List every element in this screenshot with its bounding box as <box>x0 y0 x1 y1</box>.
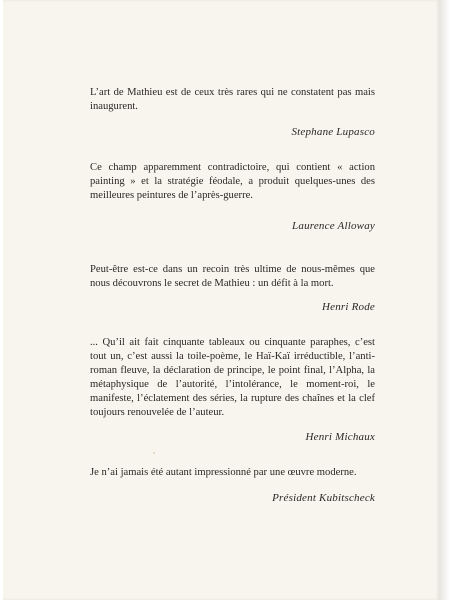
quote-text: Je n’ai jamais été autant impressionné par une œuvre moderne. <box>90 466 357 478</box>
quote-text: L’art de Mathieu est de ceux très rares qui ne constatent pas mais inaugurent. <box>90 87 375 113</box>
page-sheet <box>3 0 440 600</box>
quote-text: ... Qu’il ait fait cinquante tableaux ou cinquante paraphes, c’est tout un, c’est aussi la toile-poème, le Haï-Kaï irréductible, l’anti-roman fleuve, la déclaration de principe, le point final, l’Alpha, la métaphysique de l’autorité, l’intolérance, le moment-roi, le manifeste, l’éclatement des séries, la rupture des chaînes et la clef toujours renouvelée de l’auteur. <box>90 336 375 419</box>
quote-block <box>90 336 375 444</box>
quote-text: Ce champ apparemment contradictoire, qui contient « action painting » et la stratégie féodale, a produit quelques-unes des meilleures peintures de l’après-guerre. <box>90 162 375 202</box>
quote-author: Stephane Lupasco <box>291 126 375 139</box>
page-edge <box>440 0 450 600</box>
quote-author: Président Kubitscheck <box>272 491 375 504</box>
quote-author: Henri Rode <box>321 300 375 313</box>
quote-block <box>90 86 375 139</box>
quote-text: Peut-être est-ce dans un recoin très ultime de nous-mêmes que nous découvrons le secret de Mathieu : un défit à la mort. <box>90 263 375 289</box>
quote-author: Henri Michaux <box>305 430 375 443</box>
quote-author: Laurence Alloway <box>292 219 375 232</box>
quotes-column <box>90 86 375 505</box>
quote-block <box>90 263 375 314</box>
quote-block <box>90 161 375 232</box>
quote-block <box>90 466 375 505</box>
